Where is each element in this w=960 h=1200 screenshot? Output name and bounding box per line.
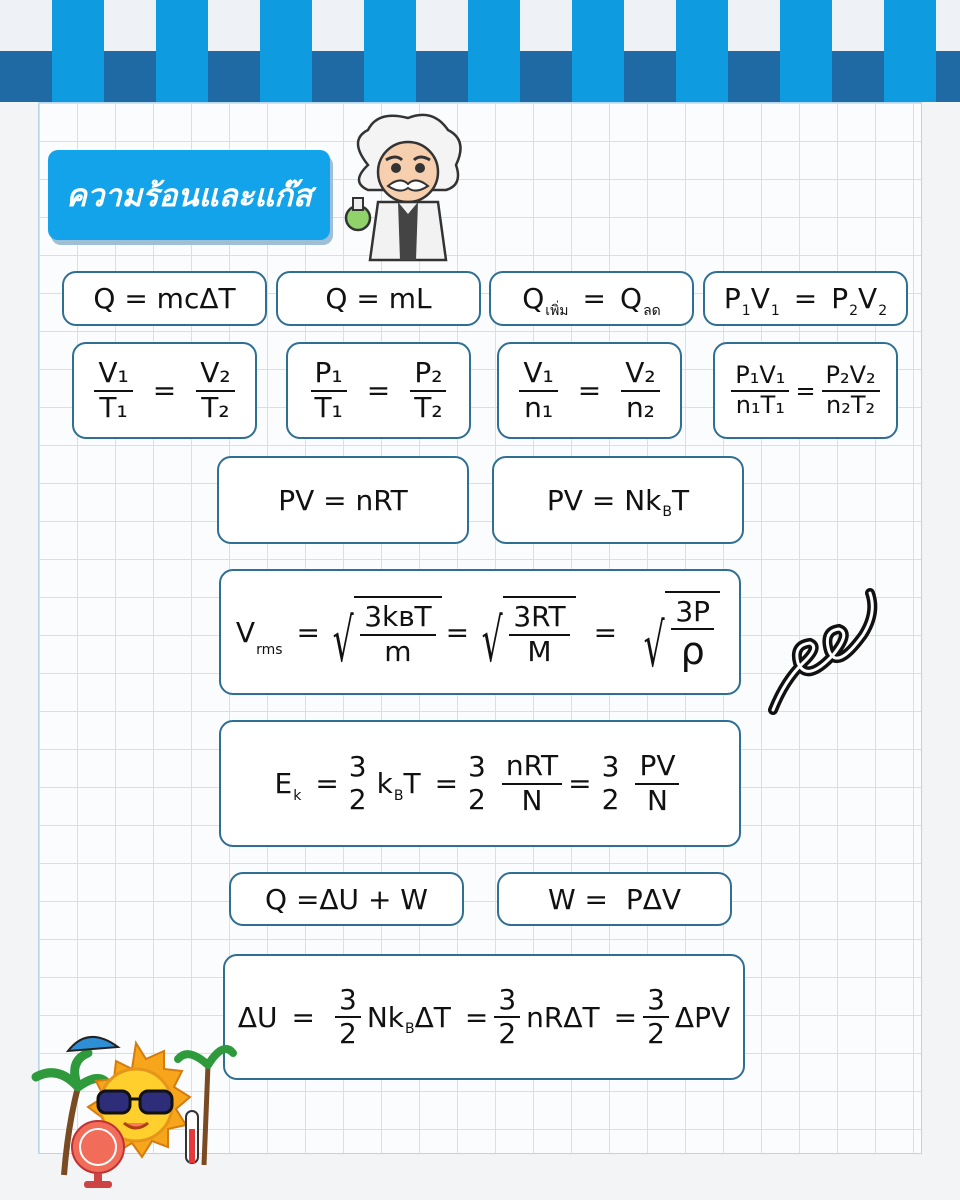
equals-sign: = <box>445 615 470 649</box>
symbol: V <box>858 282 878 315</box>
fraction <box>196 357 234 423</box>
subscript: ลด <box>643 302 661 319</box>
numerator: V₂ <box>621 357 659 391</box>
denominator: T₁ <box>99 390 128 424</box>
symbol: P <box>723 282 741 315</box>
electric-fan-icon <box>72 1121 124 1188</box>
symbol: T <box>403 767 421 800</box>
equals-sign: = <box>613 1000 638 1034</box>
checker-row-top <box>0 0 960 51</box>
fraction <box>635 750 679 816</box>
formula-boyle <box>703 271 908 326</box>
fraction <box>94 357 132 423</box>
formula-first-law <box>229 872 464 926</box>
denominator: 2 <box>498 1017 517 1050</box>
formula-kinetic-energy <box>219 720 741 847</box>
subscript: k <box>293 787 302 804</box>
numerator: 3 <box>468 750 486 784</box>
subscript: 1 <box>741 302 751 319</box>
thermometer-icon <box>186 1111 198 1163</box>
fraction <box>731 362 789 419</box>
symbol: V <box>750 282 770 315</box>
denominator: N <box>521 783 543 817</box>
formula-heat-balance <box>489 271 694 326</box>
equals-sign: = <box>464 1000 489 1034</box>
subscript: rms <box>256 642 283 658</box>
numerator: P₁V₁ <box>731 362 789 392</box>
scientist-illustration <box>338 110 473 265</box>
denominator: ρ <box>680 628 705 673</box>
symbol: ΔU <box>237 1000 278 1034</box>
denominator: T₁ <box>314 390 343 424</box>
denominator: T₂ <box>201 390 230 424</box>
fraction <box>502 750 562 816</box>
fraction <box>598 751 624 815</box>
formula-rms-speed <box>219 569 741 695</box>
formula-gay-lussac <box>286 342 471 439</box>
formula-latent-heat <box>276 271 481 326</box>
spring-doodle-icon <box>765 585 885 715</box>
square-root <box>324 596 442 676</box>
formula-avogadro <box>497 342 682 439</box>
formula-heat-capacity <box>62 271 267 326</box>
subscript: B <box>404 1021 415 1037</box>
beach-umbrella-icon <box>68 1037 118 1051</box>
numerator: P₂ <box>410 357 446 391</box>
symbol: k <box>376 767 393 800</box>
subscript: 2 <box>849 302 859 319</box>
fraction <box>310 357 346 423</box>
symbol: Q <box>620 282 643 315</box>
numerator: 3P <box>671 596 714 630</box>
subscript: เพิ่ม <box>545 302 569 319</box>
square-root <box>473 596 576 676</box>
term: nRΔT <box>526 1000 600 1034</box>
fraction <box>360 601 435 667</box>
equals-sign: = <box>152 374 177 407</box>
term: ΔPV <box>674 1000 731 1034</box>
term: ΔT <box>414 1000 451 1034</box>
fraction <box>464 751 490 815</box>
equals-sign: = <box>315 767 339 800</box>
checker-row-bottom <box>0 51 960 102</box>
radical-sign: √ <box>481 605 503 676</box>
formula-charles <box>72 342 257 439</box>
checker-header-band <box>0 0 960 102</box>
subscript: 1 <box>770 302 780 319</box>
formula-text: Q = mcΔT <box>93 282 236 315</box>
equals-sign: = <box>366 374 391 407</box>
equals-sign: = <box>793 282 818 315</box>
denominator: M <box>527 634 552 668</box>
denominator: n₂T₂ <box>826 390 876 419</box>
formula-work <box>497 872 732 926</box>
formula-text: PV = nRT <box>278 483 408 517</box>
denominator: 2 <box>348 782 367 816</box>
formula-text: T <box>671 483 690 517</box>
page-title: ความร้อนและแก๊ส <box>48 150 330 240</box>
denominator: n₁ <box>524 390 554 424</box>
fraction <box>671 596 714 674</box>
fraction <box>643 984 669 1050</box>
fraction <box>822 362 880 419</box>
radical-sign: √ <box>643 611 665 682</box>
symbol: P <box>831 282 849 315</box>
numerator: 3 <box>348 750 367 784</box>
numerator: 3 <box>643 984 669 1018</box>
numerator: PV <box>635 750 679 784</box>
square-root <box>635 591 720 682</box>
equals-sign: = <box>434 767 459 800</box>
radical-sign: √ <box>332 605 354 676</box>
formula-ideal-gas-nkt <box>492 456 744 544</box>
denominator: N <box>646 783 668 817</box>
formula-text: PV = Nk <box>546 483 662 517</box>
numerator: P₂V₂ <box>822 362 880 392</box>
equals-sign: = <box>593 615 618 649</box>
numerator: 3RT <box>509 601 569 635</box>
numerator: 3 <box>601 750 620 784</box>
fraction <box>621 357 659 423</box>
denominator: n₂ <box>625 390 655 424</box>
subscript: B <box>662 504 672 520</box>
formula-combined-gas <box>713 342 898 439</box>
equals-sign: = <box>582 282 607 315</box>
numerator: V₂ <box>196 357 234 391</box>
term: Nk <box>366 1000 404 1034</box>
denominator: m <box>384 634 412 668</box>
symbol: V <box>235 615 256 649</box>
formula-ideal-gas-nrt <box>217 456 469 544</box>
denominator: n₁T₁ <box>735 390 785 419</box>
formula-text: Q = mL <box>325 282 432 315</box>
formula-text: Q =ΔU + W <box>265 882 428 916</box>
denominator: 2 <box>338 1017 357 1050</box>
denominator: T₂ <box>414 390 443 424</box>
formula-text: W = PΔV <box>547 882 682 916</box>
equals-sign: = <box>577 374 602 407</box>
subscript: 2 <box>878 302 888 319</box>
fraction <box>519 357 557 423</box>
fraction <box>509 601 569 667</box>
formula-internal-energy <box>223 954 745 1080</box>
numerator: 3 <box>494 984 520 1018</box>
numerator: 3 <box>335 984 361 1018</box>
symbol: Q <box>522 282 545 315</box>
numerator: V₁ <box>94 357 132 391</box>
fraction <box>345 751 371 815</box>
denominator: 2 <box>468 782 486 816</box>
numerator: 3kʙT <box>360 601 435 635</box>
equals-sign: = <box>296 615 320 649</box>
symbol: E <box>274 767 293 800</box>
equals-sign: = <box>291 1000 315 1034</box>
equals-sign: = <box>568 767 592 800</box>
equals-sign: = <box>795 376 816 405</box>
numerator: V₁ <box>519 357 557 391</box>
subscript: B <box>393 787 404 804</box>
fraction <box>410 357 446 423</box>
fraction <box>335 984 361 1050</box>
denominator: 2 <box>601 782 620 816</box>
numerator: nRT <box>502 750 562 784</box>
sun-with-sunglasses-illustration <box>28 1025 238 1190</box>
numerator: P₁ <box>311 357 347 391</box>
denominator: 2 <box>647 1017 665 1050</box>
fraction <box>494 984 520 1050</box>
